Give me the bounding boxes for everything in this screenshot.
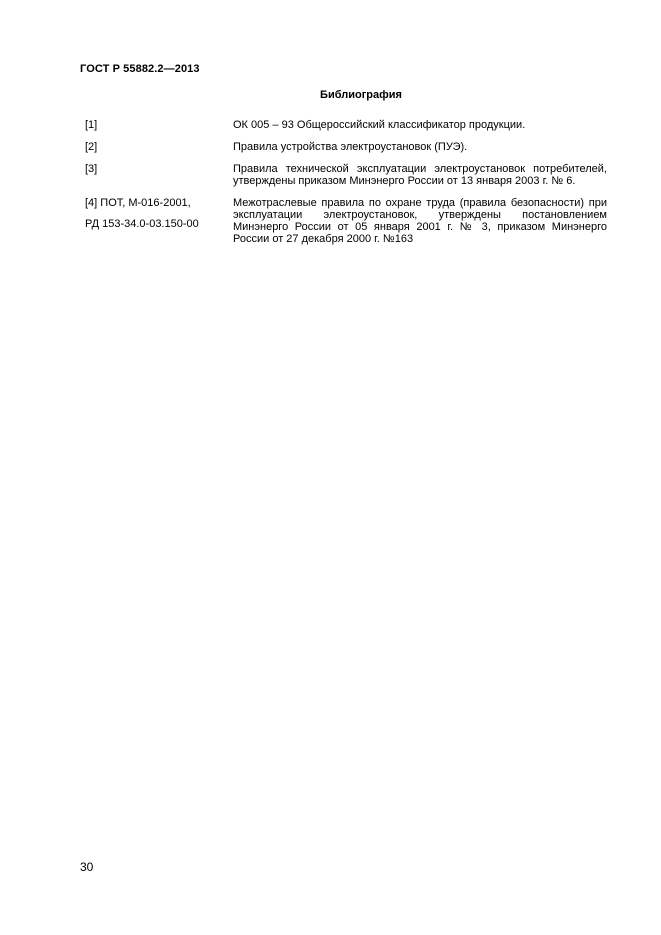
bibliography-ref: [85, 197, 233, 245]
bibliography-ref: [85, 141, 233, 153]
page-number: 30: [80, 860, 94, 874]
bibliography-text: Правила технической эксплуатации электроустановок потребителей, утверждены приказом Минэнерго России от 13 января 2003 г. № 6.: [233, 163, 607, 187]
bibliography-text: ОК 005 – 93 Общероссийский классификатор продукции.: [233, 119, 526, 131]
bibliography-text: Межотраслевые правила по охране труда (правила безопасности) при эксплуатации электроустановок, утверждены постановлением Минэнерго России от 05 января 2001 г. № 3, приказом Минэнерго России от 27 декабря 2000 г. №163: [233, 197, 607, 245]
bibliography-ref: [85, 119, 233, 131]
document-code: ГОСТ Р 55882.2—2013: [80, 63, 200, 75]
bibliography-ref-label: [1]: [85, 119, 98, 131]
bibliography-entry: [85, 119, 607, 131]
bibliography-entry: [85, 197, 607, 245]
section-title: Библиография: [320, 89, 402, 101]
bibliography-ref-label: [2]: [85, 141, 98, 153]
bibliography-text: Правила устройства электроустановок (ПУЭ).: [233, 141, 468, 153]
bibliography-entry: [85, 141, 607, 153]
bibliography-list: [85, 119, 607, 255]
bibliography-entry: [85, 163, 607, 187]
bibliography-ref-label-secondary: РД 153-34.0-03.150-00: [85, 218, 199, 230]
bibliography-ref-label: [4] ПОТ, М-016-2001,: [85, 197, 191, 209]
bibliography-ref: [85, 163, 233, 187]
bibliography-ref-label: [3]: [85, 163, 98, 175]
